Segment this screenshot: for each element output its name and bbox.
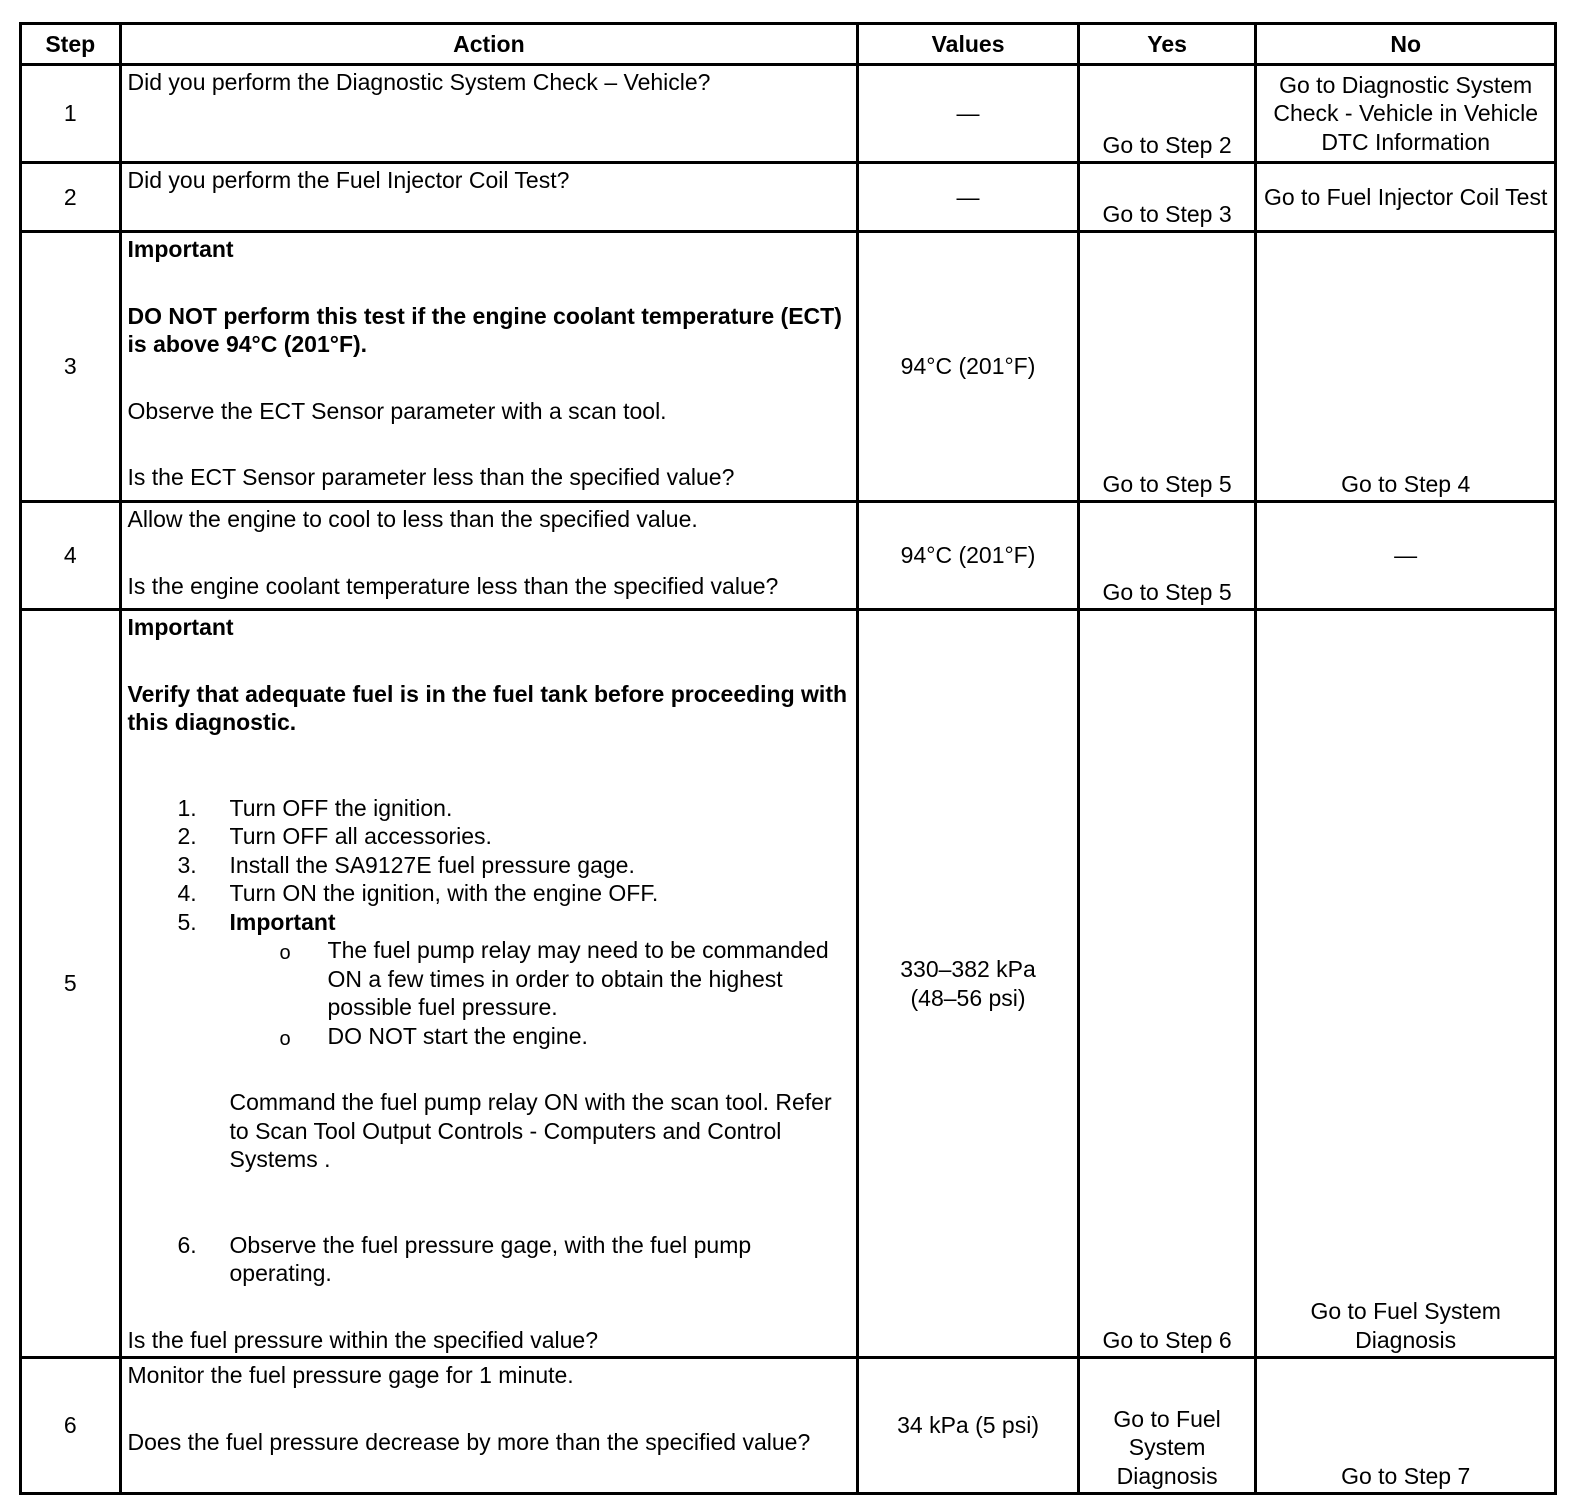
no-cell: Go to Fuel Injector Coil Test <box>1256 163 1556 232</box>
action-cell <box>120 232 858 502</box>
value-cell: — <box>858 65 1079 163</box>
bullet-item <box>128 1022 851 1051</box>
header-action: Action <box>120 24 858 65</box>
procedure-list <box>128 1231 851 1288</box>
list-item <box>128 1231 851 1288</box>
sub-bullet-list <box>128 936 851 1050</box>
action-cell <box>120 1358 858 1494</box>
procedure-list <box>128 794 851 1051</box>
yes-cell: Go to Step 3 <box>1078 163 1256 232</box>
list-number: 5. <box>177 908 197 935</box>
list-text: Turn ON the ignition, with the engine OFF. <box>229 880 659 906</box>
step-number: 6 <box>21 1358 121 1494</box>
list-item <box>128 879 851 908</box>
list-text: Turn OFF the ignition. <box>229 794 453 821</box>
question-text: Is the ECT Sensor parameter less than the specified value? <box>127 464 735 490</box>
table-row <box>21 163 1556 232</box>
list-number: 1. <box>177 794 197 821</box>
no-cell: Go to Step 4 <box>1256 232 1556 502</box>
bullet-text: DO NOT start the engine. <box>327 1022 588 1049</box>
bullet-marker: o <box>279 1027 291 1050</box>
step-number: 4 <box>21 502 121 610</box>
yes-cell: Go to Step 5 <box>1078 232 1256 502</box>
question-text: Does the fuel pressure decrease by more than the specified value? <box>127 1428 811 1455</box>
yes-cell: Go to Step 2 <box>1078 65 1256 163</box>
list-item <box>128 794 851 823</box>
header-no: No <box>1256 24 1556 65</box>
no-cell: Go to Step 7 <box>1256 1358 1556 1494</box>
diagnostic-table <box>19 22 1557 1495</box>
question-text: Is the engine coolant temperature less than the specified value? <box>127 572 779 599</box>
list-item <box>128 822 851 851</box>
list-item <box>128 908 851 1051</box>
value-line: 330–382 kPa <box>900 956 1036 982</box>
table-row <box>21 610 1556 1358</box>
action-text: Observe the ECT Sensor parameter with a scan tool. <box>127 397 667 424</box>
list-number: 6. <box>177 1231 197 1258</box>
step-number: 5 <box>21 610 121 1358</box>
list-number: 3. <box>177 851 197 878</box>
table-row <box>21 232 1556 502</box>
step-number: 1 <box>21 65 121 163</box>
action-text: Monitor the fuel pressure gage for 1 minute. <box>127 1362 574 1388</box>
important-label: Important <box>127 236 234 262</box>
header-yes: Yes <box>1078 24 1256 65</box>
value-cell: — <box>858 163 1079 232</box>
table-row <box>21 65 1556 163</box>
action-cell <box>120 502 858 610</box>
no-cell: Go to Diagnostic System Check - Vehicle in Vehicle DTC Information <box>1256 65 1556 163</box>
header-step: Step <box>21 24 121 65</box>
important-label: Important <box>229 908 336 935</box>
action-cell <box>120 610 858 1358</box>
list-item <box>128 851 851 880</box>
action-text: Allow the engine to cool to less than the specified value. <box>127 506 698 532</box>
list-text: Turn OFF all accessories. <box>229 823 492 849</box>
yes-cell: Go to Step 5 <box>1078 502 1256 610</box>
yes-cell: Go to Fuel System Diagnosis <box>1078 1358 1256 1494</box>
important-label: Important <box>127 614 234 640</box>
bullet-marker: o <box>279 942 291 964</box>
list-text: Install the SA9127E fuel pressure gage. <box>229 851 635 878</box>
command-text: Command the fuel pump relay ON with the scan tool. Refer to Scan Tool Output Controls - Computers and Control Systems . <box>229 1089 832 1172</box>
action-text: Did you perform the Fuel Injector Coil Test? <box>120 163 858 232</box>
step-number: 3 <box>21 232 121 502</box>
question-text: Is the fuel pressure within the specified value? <box>127 1326 599 1353</box>
value-cell: 34 kPa (5 psi) <box>858 1358 1079 1494</box>
no-cell: — <box>1256 502 1556 610</box>
list-text: Observe the fuel pressure gage, with the fuel pump operating. <box>229 1231 752 1286</box>
warning-text: DO NOT perform this test if the engine coolant temperature (ECT) is above 94°C (201°F). <box>127 302 842 357</box>
value-line: (48–56 psi) <box>910 984 1026 1011</box>
value-cell: 94°C (201°F) <box>858 502 1079 610</box>
value-cell: 94°C (201°F) <box>858 232 1079 502</box>
no-cell: Go to Fuel System Diagnosis <box>1256 610 1556 1358</box>
yes-cell: Go to Step 6 <box>1078 610 1256 1358</box>
header-row <box>21 24 1556 65</box>
list-number: 2. <box>177 823 197 849</box>
bullet-item <box>128 936 851 1022</box>
table-row <box>21 502 1556 610</box>
header-values: Values <box>858 24 1079 65</box>
list-number: 4. <box>177 880 197 906</box>
warning-text: Verify that adequate fuel is in the fuel tank before proceeding with this diagnostic. <box>127 680 848 735</box>
step-number: 2 <box>21 163 121 232</box>
table-row <box>21 1358 1556 1494</box>
value-cell <box>858 610 1079 1358</box>
bullet-text: The fuel pump relay may need to be commanded ON a few times in order to obtain the highest possible fuel pressure. <box>327 937 829 1020</box>
action-text: Did you perform the Diagnostic System Check – Vehicle? <box>120 65 858 163</box>
